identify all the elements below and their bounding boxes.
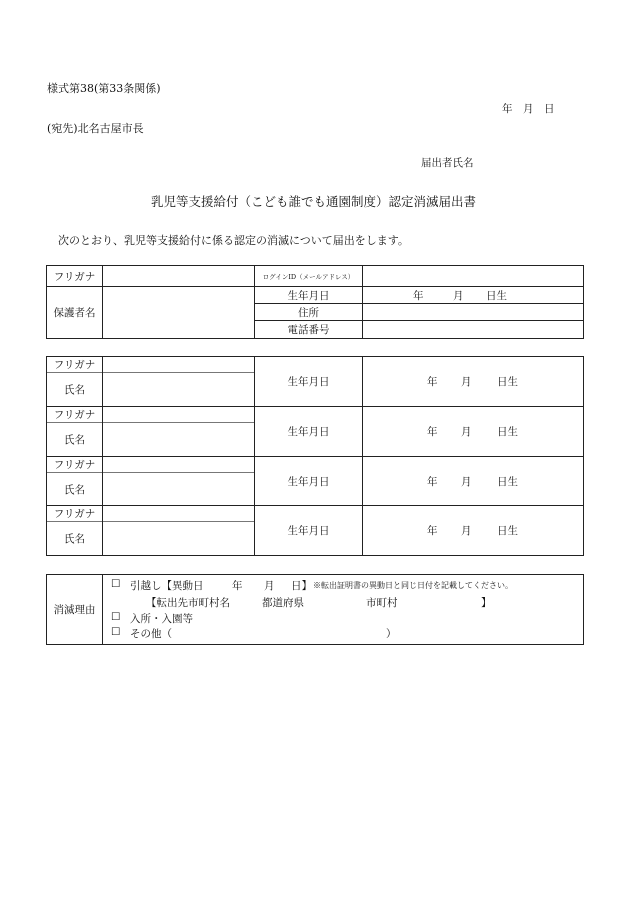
child-4-birth-field[interactable] [363, 506, 583, 555]
guardian-phone-field[interactable] [363, 321, 583, 338]
move-year: 年 [232, 580, 243, 592]
child-4-month: 月 [461, 525, 472, 537]
destination-city: 市町村 [366, 597, 398, 609]
move-day: 日】 [291, 580, 312, 592]
child-4-day: 日生 [497, 525, 518, 537]
child-4-birth-label: 生年月日 [287, 525, 330, 537]
child-1-furigana-field[interactable] [103, 357, 254, 372]
reason-label: 消滅理由 [53, 604, 96, 616]
addressee: (宛先)北名古屋市長 [47, 122, 144, 135]
child-3-month: 月 [461, 475, 472, 488]
guardian-name-label: 保護者名 [53, 307, 96, 319]
other-close: ） [386, 628, 397, 640]
child-1-birth-field[interactable] [363, 357, 583, 406]
child-3-birth-label: 生年月日 [287, 475, 330, 488]
guardian-birth-month: 月 [453, 289, 464, 302]
applicant-name-label: 届出者氏名 [421, 157, 474, 169]
guardian-address-label: 住所 [298, 306, 319, 319]
destination-prefecture: 都道府県 [262, 597, 304, 609]
child-3-name-label: 氏名 [64, 483, 85, 496]
intro-text: 次のとおり、乳児等支援給付に係る認定の消滅について届出をします。 [58, 234, 409, 247]
child-1-year: 年 [427, 376, 438, 388]
move-note: ※転出証明書の異動日と同じ日付を記載してください。 [313, 581, 513, 590]
child-4-year: 年 [427, 525, 438, 537]
child-3-furigana-field[interactable] [103, 457, 254, 472]
child-1-month: 月 [461, 376, 472, 388]
child-3-day: 日生 [497, 475, 518, 488]
document-title: 乳児等支援給付（こども誰でも通園制度）認定消滅届出書 [151, 194, 477, 209]
move-checkbox[interactable]: ☐ [111, 578, 121, 590]
child-4-furigana-label: フリガナ [53, 508, 96, 520]
move-month: 月 [264, 580, 275, 592]
destination-label: 【転出先市町村名 [146, 597, 230, 609]
guardian-birth-field[interactable] [363, 287, 583, 303]
child-3-birth-field[interactable] [363, 457, 583, 505]
child-1-day: 日生 [497, 376, 518, 388]
child-2-year: 年 [427, 426, 438, 438]
child-2-name-label: 氏名 [64, 434, 85, 446]
child-3-furigana-label: フリガナ [53, 459, 96, 471]
child-2-name-field[interactable] [103, 423, 254, 456]
guardian-furigana-label: フリガナ [53, 270, 96, 283]
enroll-label: 入所・入園等 [130, 613, 193, 625]
child-3-year: 年 [427, 475, 438, 488]
login-id-field[interactable] [363, 266, 583, 286]
child-4-name-label: 氏名 [64, 533, 85, 545]
other-label: その他（ [130, 628, 172, 640]
other-checkbox[interactable]: ☐ [111, 626, 121, 638]
guardian-furigana-field[interactable] [103, 266, 254, 286]
child-2-month: 月 [461, 426, 472, 438]
guardian-birth-label: 生年月日 [287, 289, 330, 302]
guardian-phone-label: 電話番号 [287, 324, 330, 336]
child-1-name-label: 氏名 [64, 384, 85, 396]
date-line: 年 月 日 [502, 103, 555, 115]
child-1-name-field[interactable] [103, 373, 254, 406]
child-2-furigana-field[interactable] [103, 407, 254, 422]
login-id-label: ログインID（メールアドレス） [262, 272, 355, 281]
child-4-name-field[interactable] [103, 522, 254, 555]
child-2-day: 日生 [497, 426, 518, 438]
child-1-birth-label: 生年月日 [287, 376, 330, 388]
guardian-birth-year: 年 [413, 289, 424, 302]
guardian-address-field[interactable] [363, 304, 583, 320]
child-1-furigana-label: フリガナ [53, 359, 96, 371]
enroll-checkbox[interactable]: ☐ [111, 611, 121, 623]
destination-close: 】 [481, 597, 492, 609]
child-2-birth-field[interactable] [363, 407, 583, 456]
child-2-furigana-label: フリガナ [53, 409, 96, 421]
child-2-birth-label: 生年月日 [287, 426, 330, 438]
guardian-name-field[interactable] [103, 287, 254, 338]
form-number: 様式第38(第33条関係) [47, 82, 161, 95]
guardian-birth-day: 日生 [486, 289, 507, 302]
child-3-name-field[interactable] [103, 473, 254, 505]
move-label: 引越し【異動日 [130, 580, 204, 592]
child-4-furigana-field[interactable] [103, 506, 254, 521]
